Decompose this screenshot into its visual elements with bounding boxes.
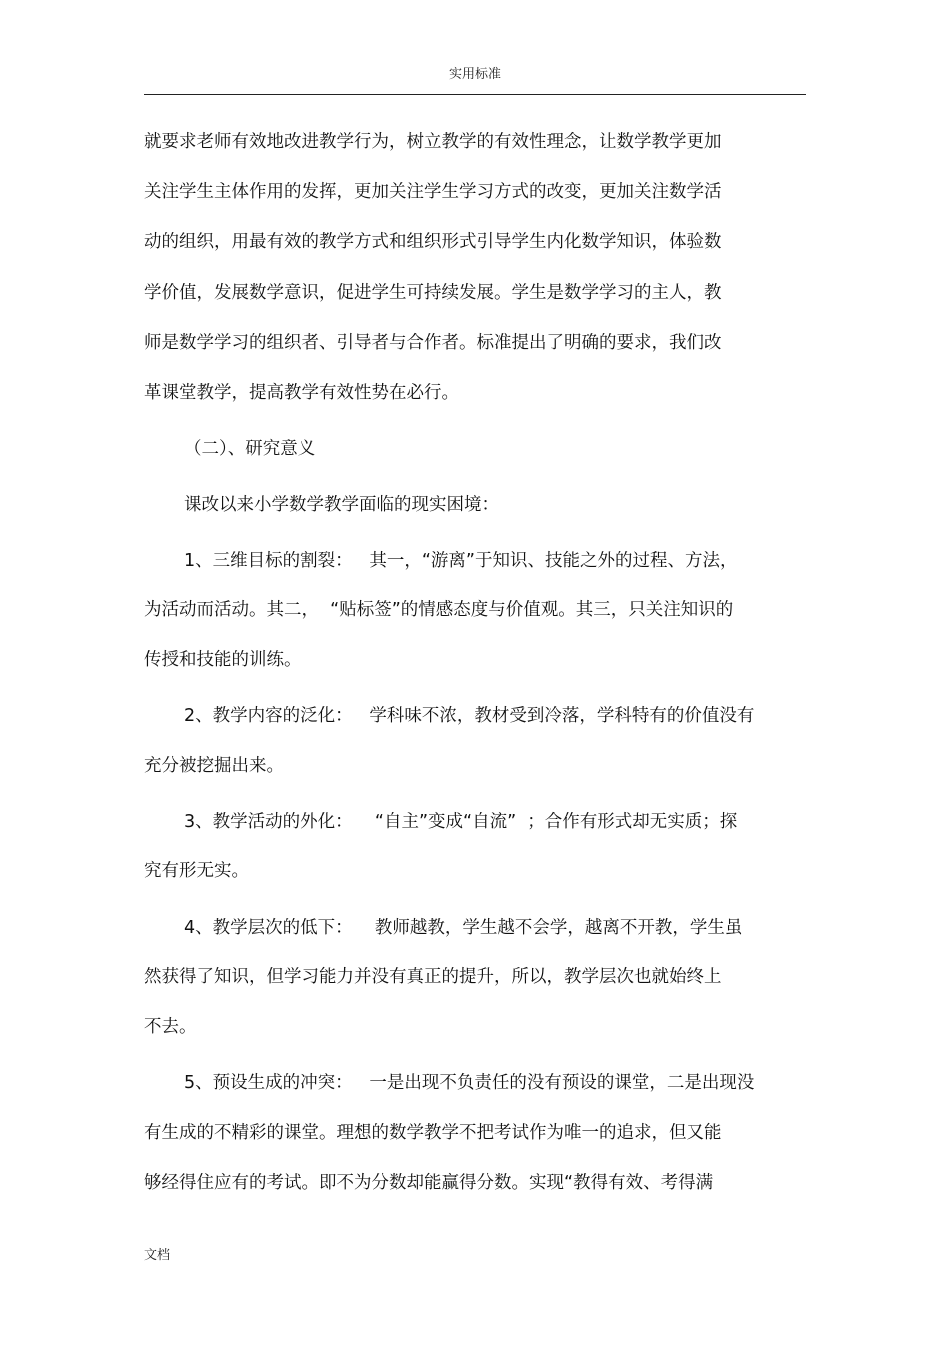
text-line: 然获得了知识，但学习能力并没有真正的提升，所以，教学层次也就始终上 <box>144 967 722 987</box>
text-line: 有生成的不精彩的课堂。理想的数学教学不把考试作为唯一的追求，但又能 <box>144 1123 722 1143</box>
text-line: 学价值，发展数学意识，促进学生可持续发展。学生是数学学习的主人，教 <box>144 283 722 303</box>
header-title: 实用标准 <box>448 67 501 82</box>
text-line: 动的组织，用最有效的教学方式和组织形式引导学生内化数学知识，体验数 <box>144 232 722 252</box>
text-line: 3、教学活动的外化： “自主”变成“自流” ；合作有形式却无实质；探 <box>184 812 738 832</box>
text-line: 究有形无实。 <box>144 861 249 881</box>
text-line: 就要求老师有效地改进教学行为，树立教学的有效性理念，让数学教学更加 <box>144 132 722 152</box>
text-line: 关注学生主体作用的发挥，更加关注学生学习方式的改变，更加关注数学活 <box>144 182 722 202</box>
text-line: 1、三维目标的割裂： 其一，“游离”于知识、技能之外的过程、方法， <box>184 551 738 571</box>
text-line: 师是数学学习的组织者、引导者与合作者。标准提出了明确的要求，我们改 <box>144 333 722 353</box>
page-footer: 文档 <box>144 1248 171 1263</box>
text-line: 2、教学内容的泛化： 学科味不浓，教材受到冷落，学科特有的价值没有 <box>184 706 755 726</box>
text-line: 课改以来小学数学教学面临的现实困境： <box>184 495 499 515</box>
section-heading: （二）、研究意义 <box>184 439 316 459</box>
text-line: 不去。 <box>144 1017 197 1037</box>
text-line: 够经得住应有的考试。即不为分数却能赢得分数。实现“教得有效、考得满 <box>144 1173 714 1193</box>
text-line: 革课堂教学，提高教学有效性势在必行。 <box>144 383 459 403</box>
page-header <box>144 66 806 95</box>
text-line: 传授和技能的训练。 <box>144 650 302 670</box>
text-line: 4、教学层次的低下： 教师越教，学生越不会学，越离不开教，学生虽 <box>184 918 743 938</box>
text-line: 5、预设生成的冲突： 一是出现不负责任的没有预设的课堂，二是出现没 <box>184 1073 755 1093</box>
text-line: 为活动而活动。其二， “贴标签”的情感态度与价值观。其三，只关注知识的 <box>144 600 734 620</box>
text-line: 充分被挖掘出来。 <box>144 756 284 776</box>
